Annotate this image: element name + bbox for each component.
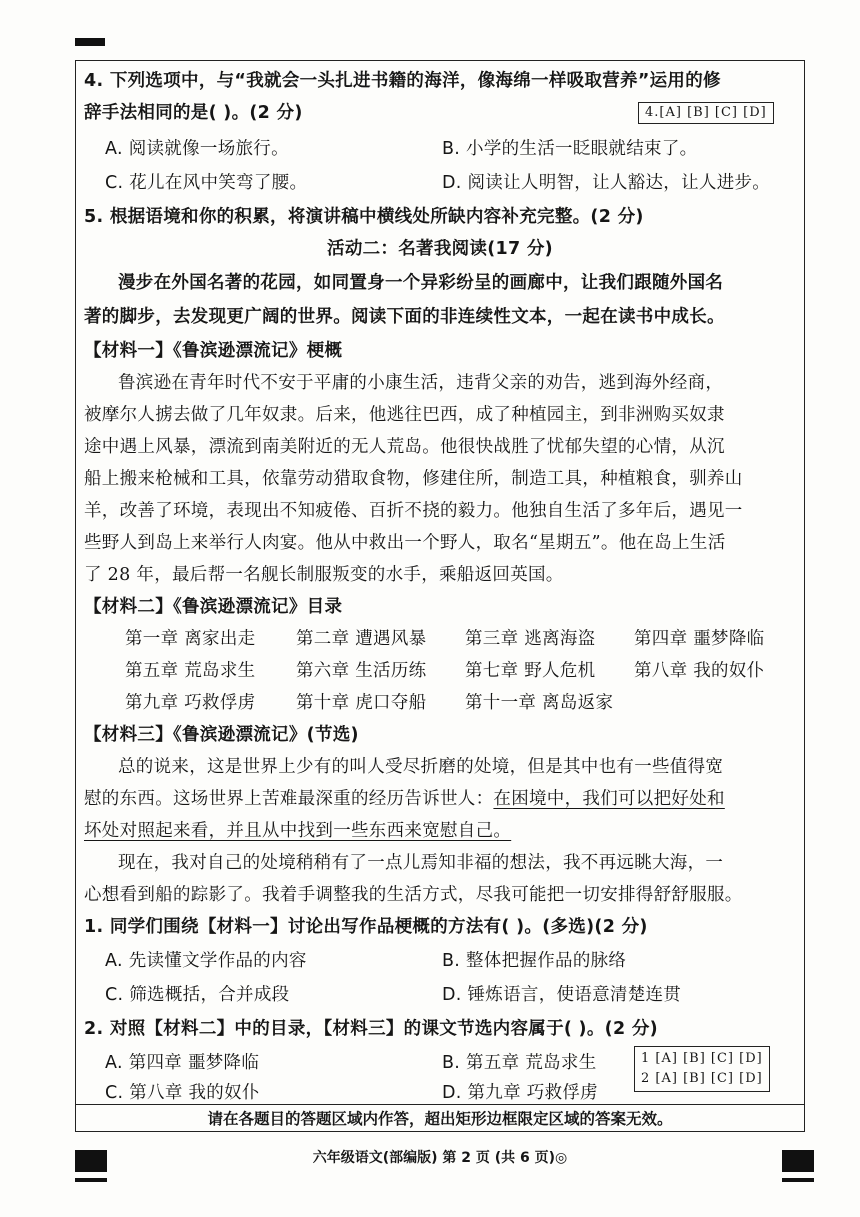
sub1-option-b[interactable]: B. 整体把握作品的脉络 (442, 951, 627, 971)
material3-line2-plain: 慰的东西。这场世界上苦难最深重的经历告诉世人： (84, 789, 494, 809)
material1-line: 途中遇上风暴，漂流到南美附近的无人荒岛。他很快战胜了忧郁失望的心情，从沉 (84, 437, 725, 457)
q4-answer-box[interactable]: 4.[A] [B] [C] [D] (638, 102, 774, 124)
answer-row-1[interactable]: 1 [A] [B] [C] [D] (641, 1051, 763, 1066)
material1-line: 船上搬来枪械和工具，依靠劳动猎取食物，修建住所，制造工具，种植粮食，驯养山 (84, 469, 743, 489)
activity2-intro-line1: 漫步在外国名著的花园，如同置身一个异彩纷呈的画廊中，让我们跟随外国名 (118, 273, 724, 293)
toc-entry: 第二章 遭遇风暴 (296, 629, 427, 649)
material1-line: 了 28 年，最后帮一名舰长制服叛变的水手，乘船返回英国。 (84, 565, 564, 585)
material1-line: 些野人到岛上来举行人肉宴。他从中救出一个野人，取名“星期五”。他在岛上生活 (84, 533, 726, 553)
toc-entry: 第十一章 离岛返家 (465, 693, 614, 713)
q5-stem: 5. 根据语境和你的积累，将演讲稿中横线处所缺内容补充完整。(2 分) (84, 207, 644, 227)
material1-line: 被摩尔人掳去做了几年奴隶。后来，他逃往巴西，成了种植园主，到非洲购买奴隶 (84, 405, 725, 425)
q4-option-c[interactable]: C. 花儿在风中笑弯了腰。 (105, 173, 308, 193)
material1-heading: 【材料一】《鲁滨逊漂流记》梗概 (84, 341, 343, 361)
toc-entry: 第五章 荒岛求生 (125, 661, 256, 681)
q4-stem-line2: 辞手法相同的是( )。(2 分) (84, 103, 303, 123)
toc-entry: 第一章 离家出走 (125, 629, 256, 649)
material3-line1: 总的说来，这是世界上少有的叫人受尽折磨的处境，但是其中也有一些值得宽 (118, 757, 724, 777)
q4-option-d[interactable]: D. 阅读让人明智，让人豁达，让人进步。 (442, 173, 771, 193)
sub1-option-d[interactable]: D. 锤炼语言，使语意清楚连贯 (442, 985, 682, 1005)
q4-option-a[interactable]: A. 阅读就像一场旅行。 (105, 139, 289, 159)
answer-row-2[interactable]: 2 [A] [B] [C] [D] (641, 1071, 763, 1086)
q4-stem-line1: 4. 下列选项中，与“我就会一头扎进书籍的海洋，像海绵一样吸取营养”运用的修 (84, 71, 721, 91)
sub1-option-c[interactable]: C. 筛选概括，合并成段 (105, 985, 290, 1005)
q4-option-b[interactable]: B. 小学的生活一眨眼就结束了。 (442, 139, 698, 159)
material3-underlined-text: 坏处对照起来看，并且从中找到一些东西来宽慰自己。 (84, 821, 512, 841)
toc-entry: 第三章 逃离海盗 (465, 629, 596, 649)
material3-line4: 现在，我对自己的处境稍稍有了一点儿焉知非福的想法，我不再远眺大海，一 (118, 853, 724, 873)
page-footer: 六年级语文(部编版) 第 2 页 (共 6 页)◎ (312, 1150, 568, 1166)
sub2-stem: 2. 对照【材料二】中的目录，【材料三】的课文节选内容属于( )。(2 分) (84, 1019, 658, 1039)
toc-entry: 第八章 我的奴仆 (634, 661, 765, 681)
notice-divider (75, 1104, 805, 1105)
sub2-answer-box[interactable] (634, 1046, 770, 1092)
toc-entry: 第九章 巧救俘虏 (125, 693, 256, 713)
material1-line: 鲁滨逊在青年时代不安于平庸的小康生活，违背父亲的劝告，逃到海外经商， (118, 373, 724, 393)
material3-line2 (84, 788, 725, 810)
answer-area-notice: 请在各题目的答题区域内作答，超出矩形边框限定区域的答案无效。 (207, 1110, 673, 1128)
activity2-title: 活动二：名著我阅读(17 分) (327, 239, 553, 259)
material3-heading: 【材料三】《鲁滨逊漂流记》(节选) (84, 725, 359, 745)
registration-mark-top (75, 38, 105, 46)
toc-entry: 第六章 生活历练 (296, 661, 427, 681)
sub2-option-a[interactable]: A. 第四章 噩梦降临 (105, 1053, 260, 1073)
material1-line: 羊，改善了环境，表现出不知疲倦、百折不挠的毅力。他独自生活了多年后，遇见一 (84, 501, 743, 521)
toc-entry: 第四章 噩梦降临 (634, 629, 765, 649)
material3-line5: 心想看到船的踪影了。我着手调整我的生活方式，尽我可能把一切安排得舒舒服服。 (84, 885, 743, 905)
toc-entry: 第七章 野人危机 (465, 661, 596, 681)
activity2-intro-line2: 著的脚步，去发现更广阔的世界。阅读下面的非连续性文本，一起在读书中成长。 (84, 307, 725, 327)
registration-mark-bottom-left (75, 1150, 107, 1172)
material3-underlined-text: 在困境中，我们可以把好处和 (493, 789, 725, 809)
registration-mark-bottom-right (782, 1150, 814, 1172)
sub2-option-d[interactable]: D. 第九章 巧救俘虏 (442, 1083, 598, 1103)
sub1-option-a[interactable]: A. 先读懂文学作品的内容 (105, 951, 307, 971)
sub2-option-b[interactable]: B. 第五章 荒岛求生 (442, 1053, 597, 1073)
material2-heading: 【材料二】《鲁滨逊漂流记》目录 (84, 597, 343, 617)
toc-entry: 第十章 虎口夺船 (296, 693, 427, 713)
sub1-stem: 1. 同学们围绕【材料一】讨论出写作品梗概的方法有( )。(多选)(2 分) (84, 917, 648, 937)
sub2-option-c[interactable]: C. 第八章 我的奴仆 (105, 1083, 260, 1103)
